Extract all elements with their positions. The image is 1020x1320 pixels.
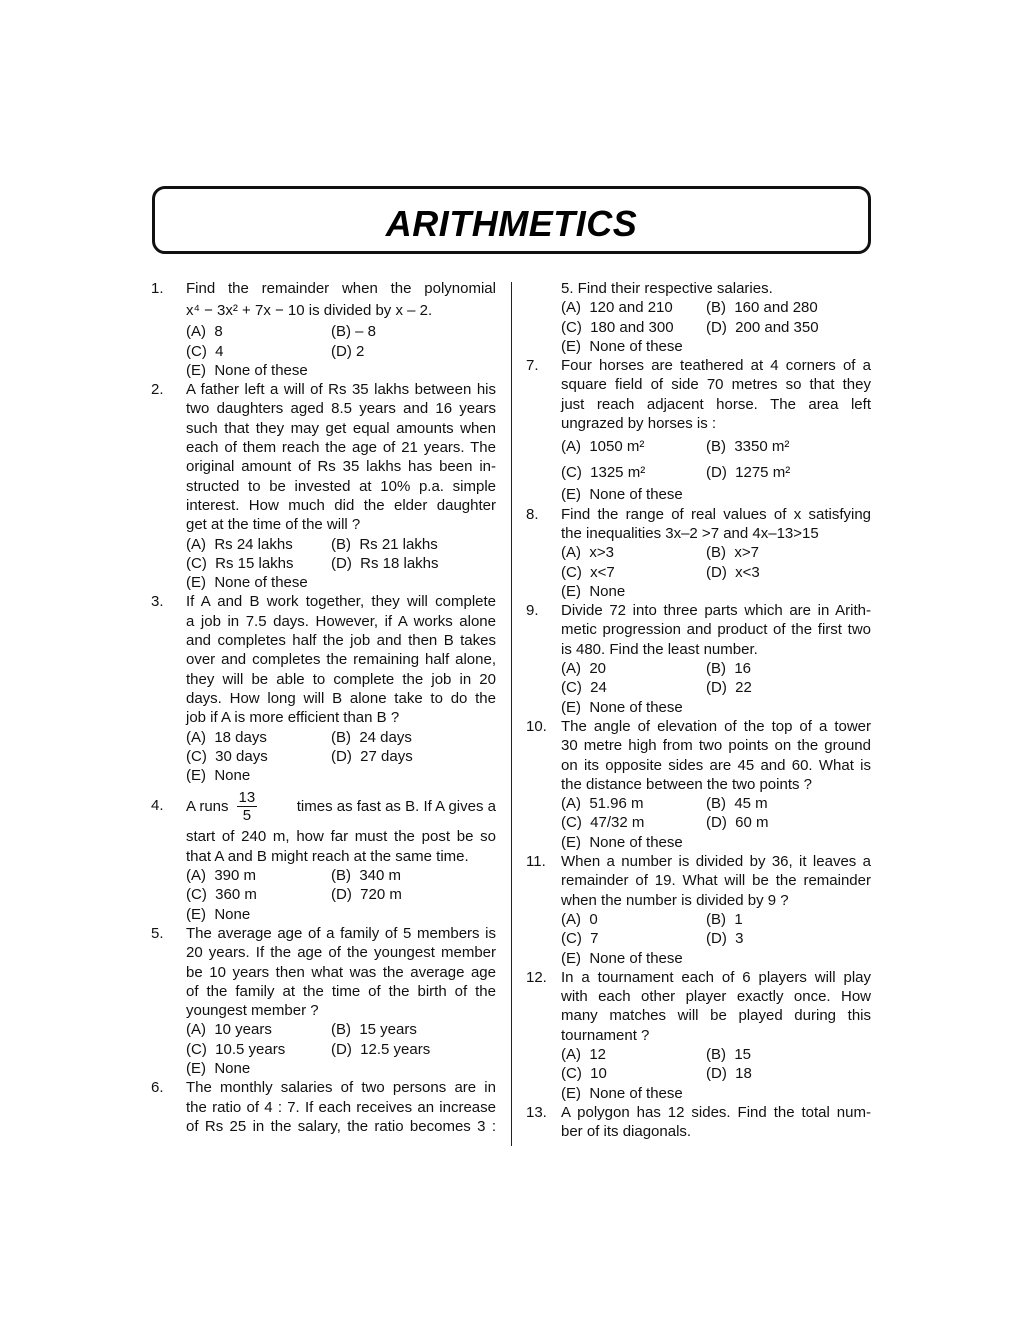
options-row: [561, 563, 871, 582]
options-row: [561, 659, 871, 678]
answer-option[interactable]: (E) None of these: [561, 698, 683, 716]
question-line: such that they may get equal amounts when: [186, 419, 496, 437]
options-row: [186, 1059, 496, 1078]
answer-option[interactable]: (C) 30 days: [186, 747, 268, 765]
question-line: on its opposite sides are 45 and 60. What is: [561, 756, 871, 774]
answer-option[interactable]: (A) 10 years: [186, 1021, 272, 1039]
question-line: 5. Find their respective salaries.: [561, 280, 773, 297]
answer-option[interactable]: (B) 160 and 280: [706, 299, 818, 317]
answer-option[interactable]: (E) None of these: [186, 574, 308, 592]
question-line: a job in 7.5 days. However, if A works alone: [186, 612, 496, 630]
answer-option[interactable]: (C) 10.5 years: [186, 1040, 286, 1058]
question-number: 8.: [526, 505, 539, 523]
answer-option[interactable]: (C) 24: [561, 679, 607, 697]
options-row: [186, 573, 496, 592]
question: [526, 1103, 871, 1142]
answer-option[interactable]: (C) 4: [186, 342, 224, 360]
question: [151, 924, 496, 1078]
question-number: 7.: [526, 357, 539, 375]
question-line: of the family at the time of the birth of the: [186, 982, 496, 1000]
options-row: [561, 543, 871, 562]
answer-option[interactable]: (E) None: [186, 1059, 251, 1077]
answer-option[interactable]: (D) x<3: [706, 563, 760, 581]
answer-option[interactable]: (E) None: [186, 767, 251, 785]
answer-option[interactable]: (C) 1325 m²: [561, 464, 646, 482]
question-line: A polygon has 12 sides. Find the total num-: [561, 1103, 871, 1121]
options-row: [561, 298, 871, 317]
answer-option[interactable]: (B) 15 years: [331, 1021, 417, 1039]
options-row: [561, 1084, 871, 1103]
answer-option[interactable]: (D) 1275 m²: [706, 464, 791, 482]
answer-option[interactable]: (B) Rs 21 lakhs: [331, 535, 438, 553]
answer-option[interactable]: (E) None: [186, 905, 251, 923]
question: [526, 968, 871, 1103]
question-line: many matches will be played during this: [561, 1007, 871, 1025]
question-line: days. How long will B alone take to do the: [186, 689, 496, 707]
question-line: they will be able to complete the job in 20: [186, 670, 496, 688]
question-line: original amount of Rs 35 lakhs has been in-: [186, 458, 496, 476]
question-line: [186, 785, 496, 827]
title-box: [152, 186, 871, 254]
answer-option[interactable]: (D) 12.5 years: [331, 1040, 431, 1058]
question-number: 2.: [151, 381, 164, 399]
options-row: [186, 1020, 496, 1039]
options-row: [186, 728, 496, 747]
options-row: [186, 905, 496, 924]
answer-option[interactable]: (C) 360 m: [186, 886, 257, 904]
question-line: interest. How much did the elder daughter: [186, 496, 496, 514]
question: [526, 601, 871, 717]
answer-option[interactable]: (A) 20: [561, 660, 607, 678]
question-line: 30 metre high from two points on the ground: [561, 737, 871, 755]
question-line: with each other player exactly once. How: [561, 988, 871, 1006]
answer-option[interactable]: (E) None: [561, 582, 626, 600]
question-line: the inequalities 3x–2 >7 and 4x–13>15: [561, 524, 819, 542]
answer-option[interactable]: (B) 15: [706, 1045, 752, 1063]
question-line: When a number is divided by 36, it leaves a: [561, 853, 871, 871]
question: [151, 380, 496, 592]
page-title: ARITHMETICS: [385, 203, 638, 244]
options-row: [186, 554, 496, 573]
question-number: 1.: [151, 280, 164, 297]
question-line: that A and B might reach at the same time.: [186, 847, 469, 865]
options-row: [186, 535, 496, 554]
answer-option[interactable]: (D) Rs 18 lakhs: [331, 554, 439, 572]
answer-option[interactable]: (B) – 8: [331, 323, 377, 341]
options-row: [561, 337, 871, 356]
options-row: [186, 885, 496, 904]
options-row: [186, 866, 496, 885]
options-row: [186, 361, 496, 380]
options-row: [561, 949, 871, 968]
question-line: x⁴ − 3x² + 7x − 10 is divided by x – 2.: [186, 302, 433, 320]
answer-option[interactable]: (B) x>7: [706, 544, 759, 562]
answer-option[interactable]: (A) 1050 m²: [561, 438, 645, 456]
question-line: the ratio of 4 : 7. If each receives an increase: [186, 1098, 496, 1116]
question-line: If A and B work together, they will complete: [186, 593, 496, 611]
question-number: 9.: [526, 602, 539, 620]
question-line: ber of its diagonals.: [561, 1123, 692, 1141]
fraction-numerator: 13: [238, 788, 256, 806]
question: [151, 1078, 496, 1136]
question: [526, 505, 871, 601]
answer-option[interactable]: (B) 45 m: [706, 795, 768, 813]
fraction-denominator: 5: [242, 806, 252, 824]
question-line: Four horses are teathered at 4 corners of a: [561, 357, 871, 375]
answer-option[interactable]: (C) 7: [561, 930, 599, 948]
answer-option[interactable]: (D) 60 m: [706, 814, 769, 832]
answer-option[interactable]: (A) 0: [561, 910, 598, 928]
question: [526, 717, 871, 852]
column-divider: [511, 282, 512, 1146]
question-line: when the number is divided by 9 ?: [561, 891, 789, 909]
question-number: 3.: [151, 593, 164, 611]
answer-option[interactable]: (A) x>3: [561, 544, 614, 562]
answer-option[interactable]: (A) 8: [186, 323, 223, 341]
question-line: metic progression and product of the first two: [561, 621, 871, 639]
question-line: of Rs 25 in the salary, the ratio becomes 3 :: [186, 1117, 496, 1135]
question-line: remainder of 19. What will be the remainder: [561, 872, 871, 890]
question-line: ungrazed by horses is :: [561, 415, 717, 433]
question-line: the distance between the two points ?: [561, 775, 813, 793]
answer-option[interactable]: (E) None of these: [186, 361, 308, 379]
question-line: two daughters aged 8.5 years and 16 years: [186, 400, 496, 418]
fraction: [237, 789, 258, 824]
question-number: 12.: [526, 968, 547, 986]
options-row: [561, 929, 871, 948]
question-line: The monthly salaries of two persons are in: [186, 1079, 496, 1097]
options-row: [561, 698, 871, 717]
answer-option[interactable]: (B) 340 m: [331, 867, 402, 885]
question-text: A runs: [186, 797, 229, 815]
answer-option[interactable]: (A) 51.96 m: [561, 795, 644, 813]
question-line: Divide 72 into three parts which are in Arith-: [561, 602, 871, 620]
question-number: 4.: [151, 797, 164, 815]
answer-option[interactable]: (A) 120 and 210: [561, 299, 673, 317]
answer-option[interactable]: (D) 720 m: [331, 886, 402, 904]
question-line: In a tournament each of 6 players will play: [561, 968, 871, 986]
question: [151, 279, 496, 380]
answer-option[interactable]: (C) 47/32 m: [561, 814, 645, 832]
left-column: [151, 279, 496, 1136]
fraction-lead: [186, 789, 265, 824]
answer-option[interactable]: (D) 18: [706, 1065, 752, 1083]
question-line: square field of side 70 metres so that they: [561, 376, 871, 394]
options-row: [561, 794, 871, 813]
question: [526, 356, 871, 504]
answer-option[interactable]: (A) 390 m: [186, 867, 257, 885]
answer-option[interactable]: (D) 22: [706, 679, 752, 697]
question-line: be 10 years then what was the average age: [186, 963, 496, 981]
question-line: just reach adjacent horse. The area left: [561, 395, 871, 413]
options-row: [561, 582, 871, 601]
answer-option[interactable]: (D) 2: [331, 342, 365, 360]
answer-option[interactable]: (A) 18 days: [186, 728, 267, 746]
question-line: 20 years. If the age of the youngest member: [186, 944, 496, 962]
answer-option[interactable]: (E) None of these: [561, 949, 683, 967]
options-row: [561, 1045, 871, 1064]
question-text: times as fast as B. If A gives a: [296, 797, 496, 815]
options-row: [561, 833, 871, 852]
answer-option[interactable]: (D) 200 and 350: [706, 318, 819, 336]
question-line: job if A is more efficient than B ?: [186, 709, 400, 727]
answer-option[interactable]: (E) None of these: [561, 337, 683, 355]
answer-option[interactable]: (C) Rs 15 lakhs: [186, 554, 294, 572]
options-row: [561, 485, 871, 504]
question-number: 5.: [151, 924, 164, 942]
options-row: [561, 910, 871, 929]
question-line: The angle of elevation of the top of a tower: [561, 717, 871, 735]
answer-option[interactable]: (E) None of these: [561, 486, 683, 504]
question-line: A father left a will of Rs 35 lakhs between his: [186, 381, 496, 399]
right-column: [526, 279, 871, 1141]
question-line: is 480. Find the least number.: [561, 640, 758, 658]
answer-option[interactable]: (B) 1: [706, 910, 743, 928]
options-row: [561, 678, 871, 697]
question: [151, 785, 496, 923]
question-line: structed to be invested at 10% p.a. simple: [186, 477, 496, 495]
answer-option[interactable]: (B) 16: [706, 660, 752, 678]
answer-option[interactable]: (C) 10: [561, 1065, 607, 1083]
options-row: [186, 1040, 496, 1059]
answer-option[interactable]: (C) x<7: [561, 563, 615, 581]
question: [526, 852, 871, 968]
options-row: [561, 1064, 871, 1083]
answer-option[interactable]: (A) 12: [561, 1045, 607, 1063]
question-number: 11.: [526, 853, 546, 871]
options-row: [186, 322, 496, 341]
question-number: 10.: [526, 717, 547, 735]
answer-option[interactable]: (B) 3350 m²: [706, 438, 790, 456]
options-row: [186, 342, 496, 361]
question-line: each of them reach the age of 21 years. The: [186, 439, 496, 457]
answer-option[interactable]: (D) 27 days: [331, 747, 413, 765]
options-row: [186, 766, 496, 785]
options-row: [561, 459, 871, 485]
answer-option[interactable]: (C) 180 and 300: [561, 318, 674, 336]
question: [151, 592, 496, 785]
answer-option[interactable]: (E) None of these: [561, 1084, 683, 1102]
options-row: [561, 813, 871, 832]
question-line: and completes half the job and then B takes: [186, 632, 496, 650]
question-line: Find the remainder when the polynomial: [186, 280, 496, 297]
question-number: 13.: [526, 1103, 547, 1121]
options-row: [561, 318, 871, 337]
question-line: The average age of a family of 5 members is: [186, 924, 496, 942]
question-line: youngest member ?: [186, 1002, 319, 1020]
answer-option[interactable]: (A) Rs 24 lakhs: [186, 535, 293, 553]
question-line: tournament ?: [561, 1026, 650, 1044]
answer-option[interactable]: (B) 24 days: [331, 728, 412, 746]
question-number: 6.: [151, 1079, 164, 1097]
question-line: get at the time of the will ?: [186, 516, 361, 534]
question: [526, 279, 871, 356]
question-line: start of 240 m, how far must the post be so: [186, 828, 496, 846]
answer-option[interactable]: (D) 3: [706, 930, 744, 948]
options-row: [186, 747, 496, 766]
question-line: Find the range of real values of x satisfying: [561, 505, 871, 523]
answer-option[interactable]: (E) None of these: [561, 833, 683, 851]
question-line: over and completes the remaining half alone,: [186, 651, 496, 669]
options-row: [561, 433, 871, 459]
